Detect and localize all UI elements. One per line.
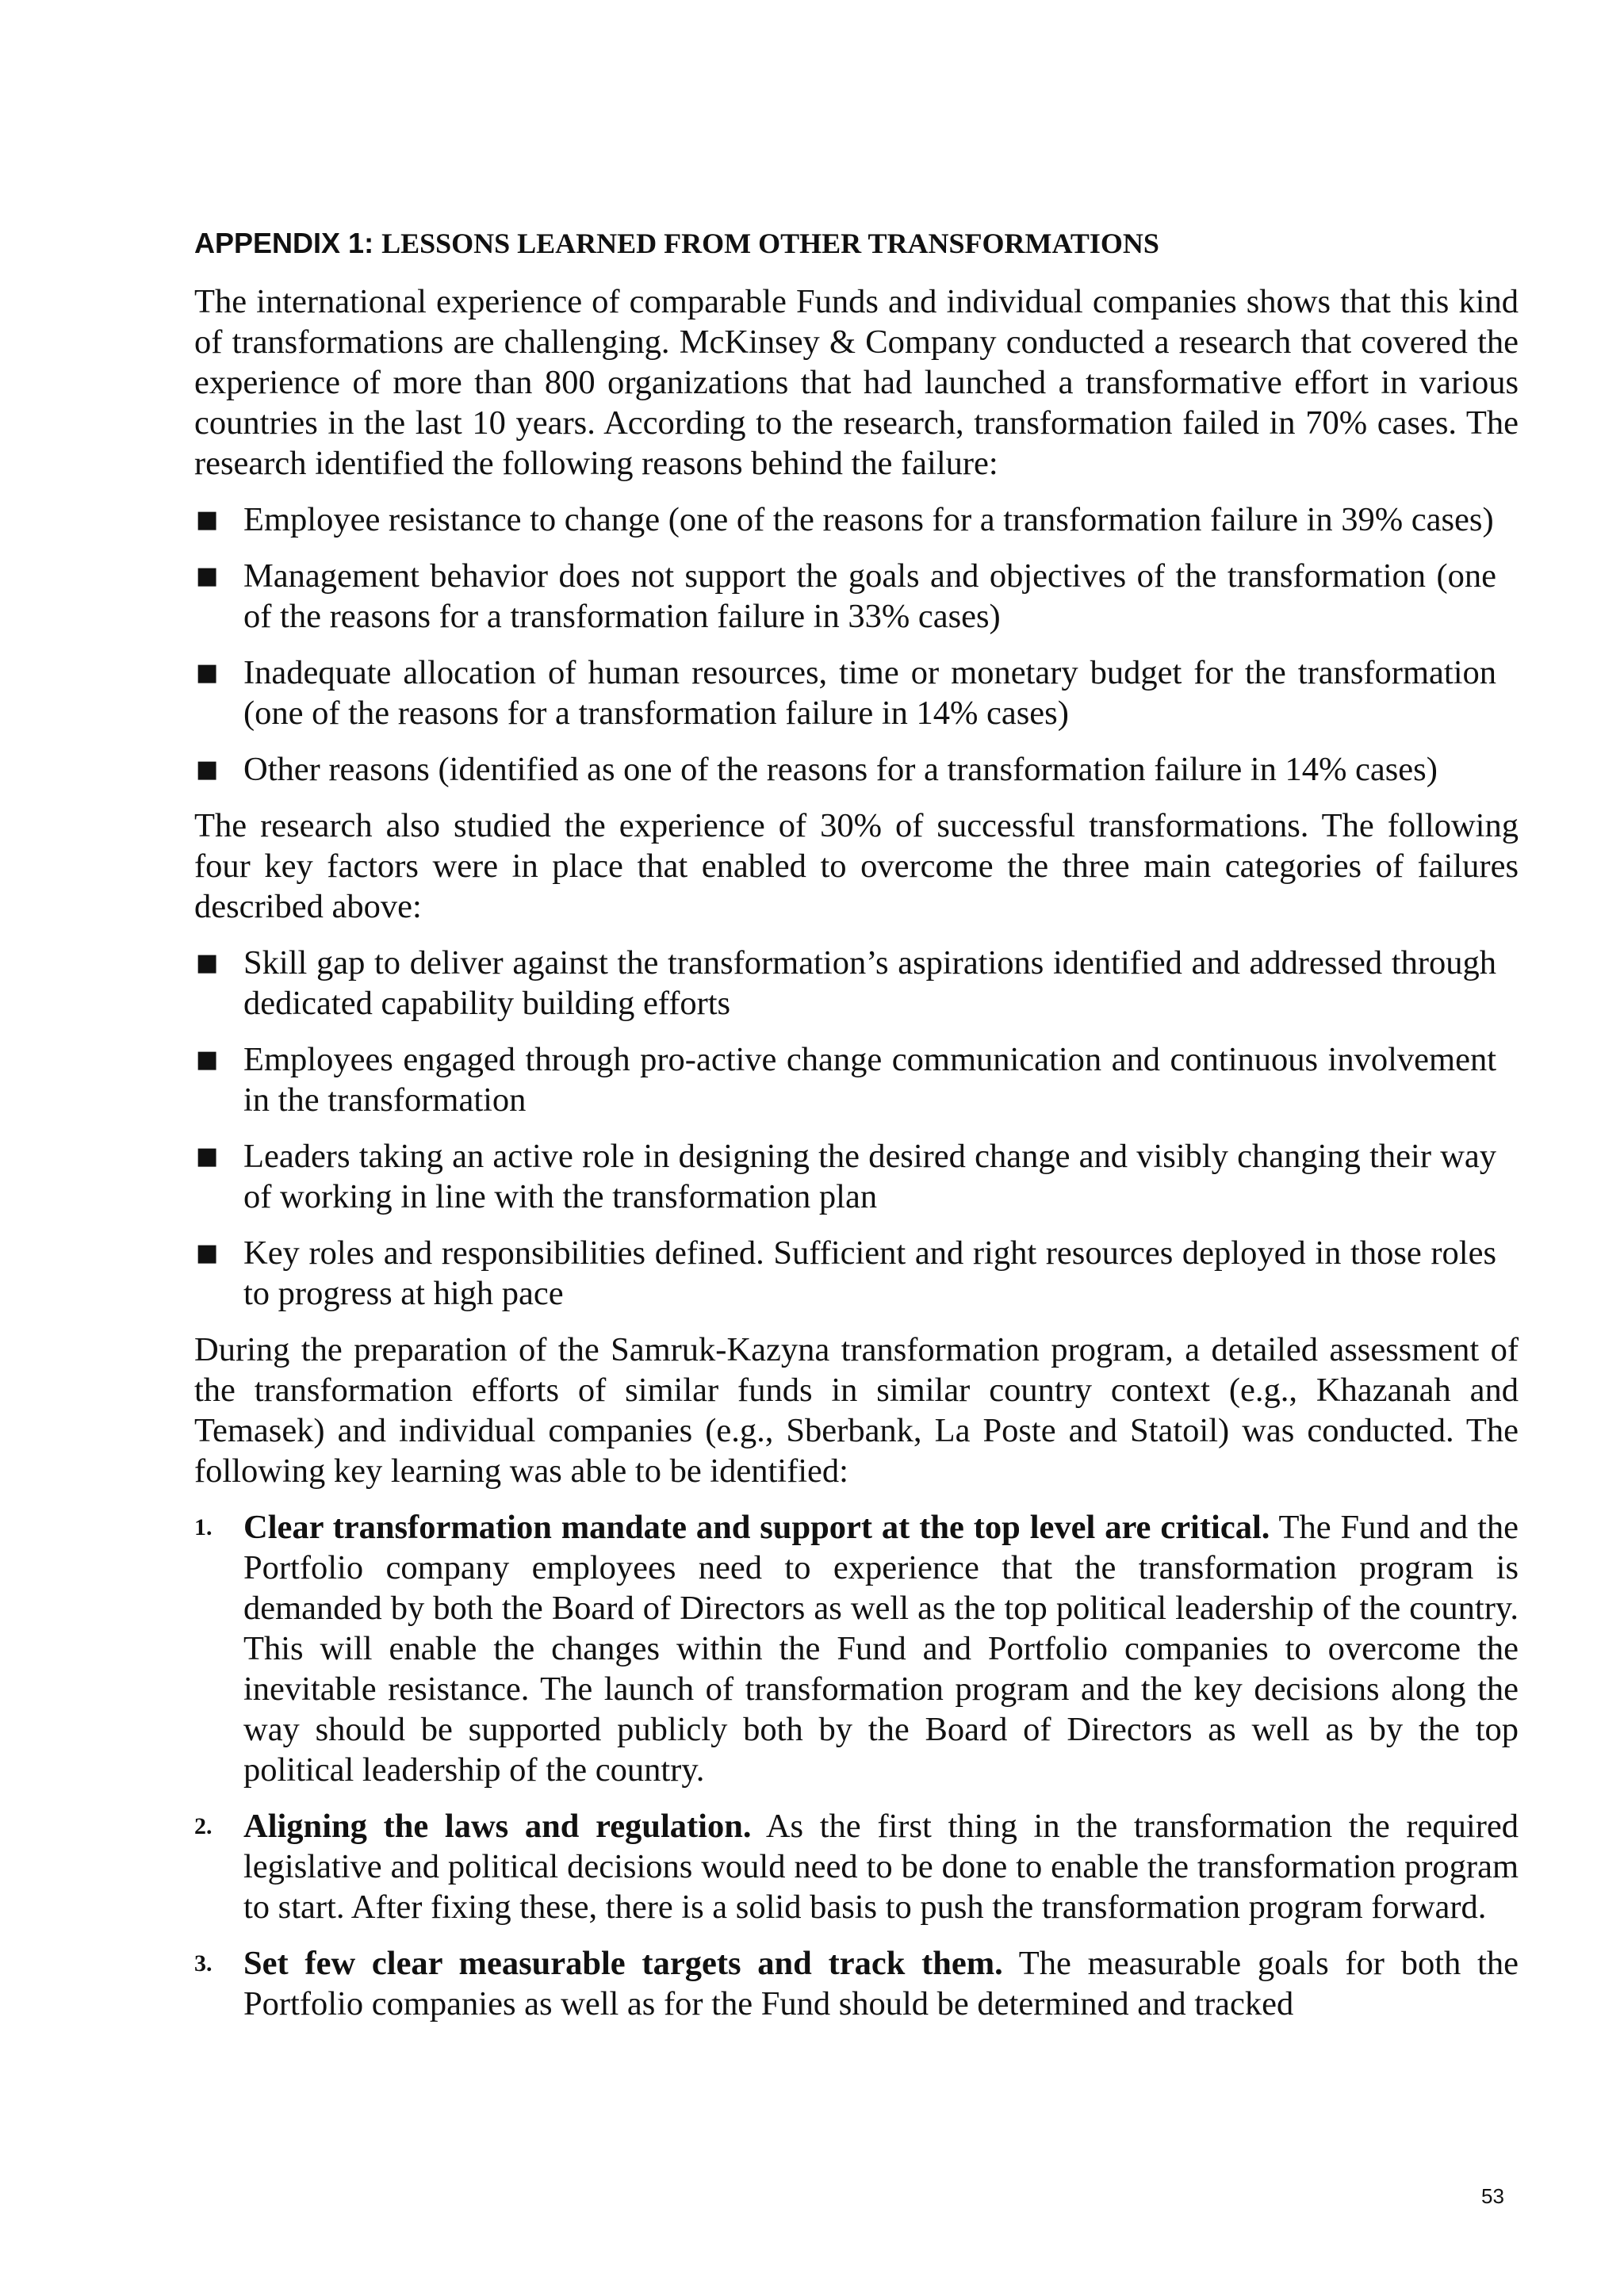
list-item-text: Inadequate allocation of human resources, time or monetary budget for the transformation (one of the reasons for a transformation failure in 14% cases) — [243, 654, 1496, 732]
item-lead: Clear transformation mandate and support at the top level are critical. — [243, 1509, 1270, 1546]
item-number: 2. — [194, 1813, 213, 1839]
heading-title: LESSONS LEARNED FROM OTHER TRANSFORMATIONS — [381, 228, 1159, 259]
list-item-text: Leaders taking an active role in designing the desired change and visibly changing their way of working in line with the transformation plan — [243, 1138, 1496, 1215]
list-item-text: Skill gap to deliver against the transformation’s aspirations identified and addressed through dedicated capability building efforts — [243, 944, 1496, 1022]
appendix-heading — [194, 226, 1519, 261]
bullet-icon: ■ — [196, 949, 219, 977]
list-item — [194, 652, 1496, 733]
item-number: 1. — [194, 1514, 213, 1540]
bullet-icon: ■ — [196, 562, 219, 590]
heading-prefix: APPENDIX 1: — [194, 227, 382, 259]
list-item — [194, 1136, 1496, 1217]
list-item — [194, 556, 1496, 637]
item-number: 3. — [194, 1950, 213, 1976]
page-number: 53 — [1481, 2184, 1504, 2208]
intro-paragraph: The international experience of comparable Funds and individual companies shows that this kind of transformations are challenging. McKinsey & Company conducted a research that covered the experience of more than 800 organizations that had launched a transformative effort in various countries in the last 10 years. According to the research, transformation failed in 70% cases. The research identified the following reasons behind the failure: — [194, 283, 1519, 482]
list-item-text: Other reasons (identified as one of the reasons for a transformation failure in 14% cases) — [243, 751, 1438, 788]
list-item-text: Employee resistance to change (one of the reasons for a transformation failure in 39% cases) — [243, 501, 1494, 538]
key-learning-item — [194, 1507, 1519, 1790]
bullet-icon: ■ — [196, 1239, 219, 1267]
item-text: As the first thing in the transformation the required legislative and political decisions would need to be done to enable the transformation program to start. After fixing these, there is a solid basis to push the transformation program forward. — [243, 1808, 1519, 1926]
bullet-icon: ■ — [196, 506, 219, 534]
assessment-paragraph: During the preparation of the Samruk-Kazyna transformation program, a detailed assessment of the transformation efforts of similar funds in similar country context (e.g., Khazanah and Temasek) and individual companies (e.g., Sberbank, La Poste and Statoil) was conducted. The following key learning was able to be identified: — [194, 1331, 1519, 1490]
success-paragraph: The research also studied the experience of 30% of successful transformations. The following four key factors were in place that enabled to overcome the three main categories of failures described above: — [194, 807, 1519, 925]
item-text: The Fund and the Portfolio company employees need to experience that the transformation program is demanded by both the Board of Directors as well as the top political leadership of the country. This will enable the changes within the Fund and Portfolio companies to overcome the inevitable resistance. The launch of transformation program and the key decisions along the way should be supported publicly both by the Board of Directors as well as by the top political leadership of the country. — [243, 1509, 1519, 1789]
success-factors-list — [194, 943, 1519, 1314]
key-learning-item — [194, 1943, 1519, 2024]
list-item — [194, 1039, 1496, 1120]
list-item-text: Employees engaged through pro-active change communication and continuous involvement in the transformation — [243, 1041, 1496, 1119]
list-item — [194, 1233, 1496, 1314]
bullet-icon: ■ — [196, 659, 219, 687]
list-item — [194, 749, 1496, 790]
bullet-icon: ■ — [196, 1046, 219, 1073]
list-item-text: Key roles and responsibilities defined. Sufficient and right resources deployed in those roles to progress at high pace — [243, 1234, 1496, 1312]
document-page — [194, 226, 1519, 2040]
failure-reasons-list — [194, 499, 1519, 790]
bullet-icon: ■ — [196, 1142, 219, 1170]
list-item — [194, 499, 1496, 540]
list-item-text: Management behavior does not support the goals and objectives of the transformation (one of the reasons for a transformation failure in 33% cases) — [243, 557, 1496, 635]
list-item — [194, 943, 1496, 1024]
key-learning-item — [194, 1806, 1519, 1927]
bullet-icon: ■ — [196, 756, 219, 783]
item-lead: Aligning the laws and regulation. — [243, 1808, 752, 1845]
item-lead: Set few clear measurable targets and track them. — [243, 1945, 1003, 1982]
key-learnings-list — [194, 1507, 1519, 2024]
item-text: The measurable goals for both the Portfolio companies as well as for the Fund should be determined and tracked — [243, 1945, 1519, 2022]
